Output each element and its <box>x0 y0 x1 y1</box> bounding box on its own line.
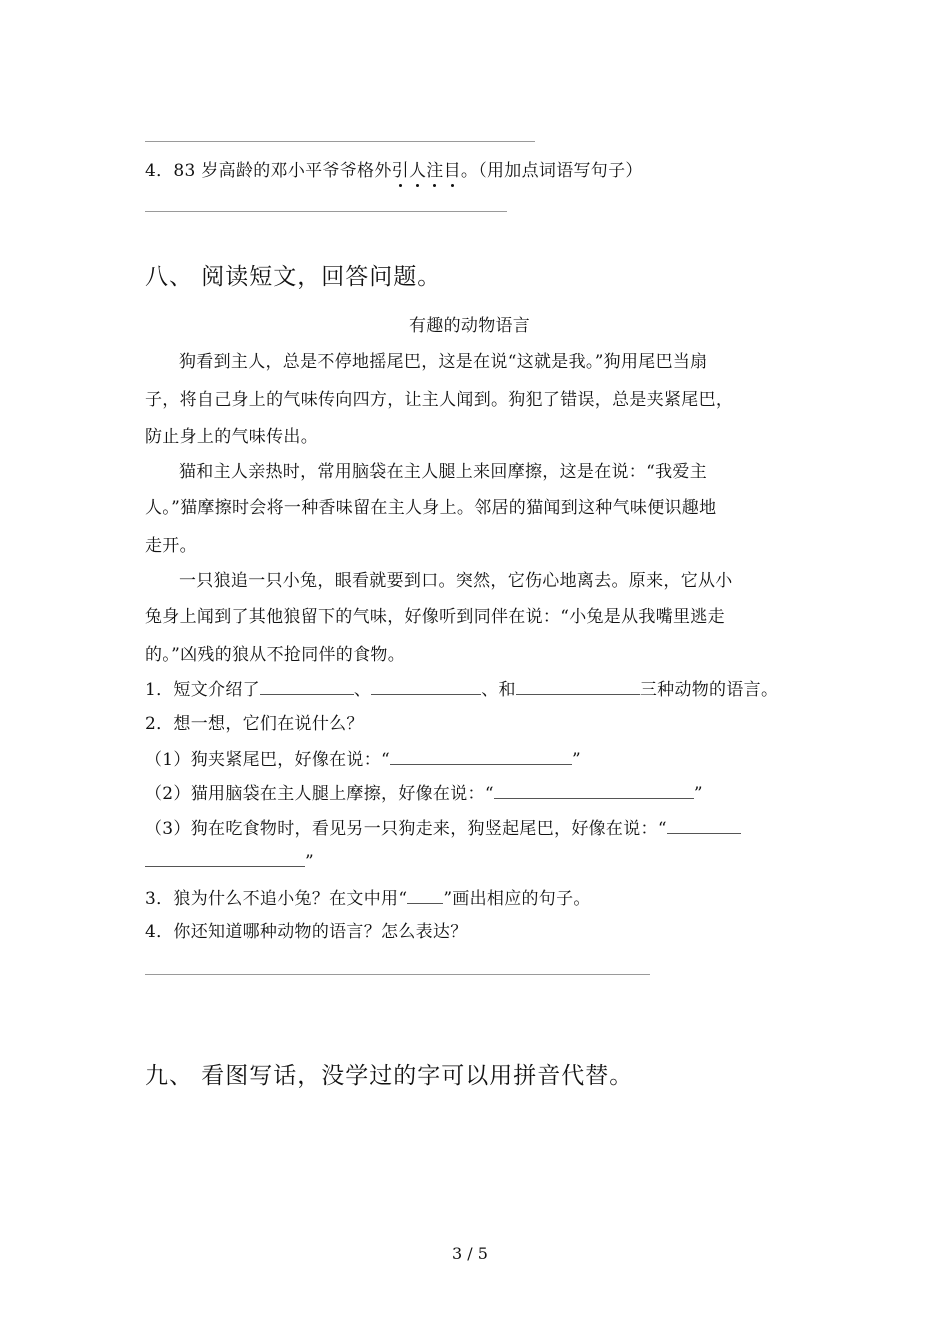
dotted-char: 注 <box>426 161 444 181</box>
answer-line[interactable] <box>145 211 507 212</box>
question-4-dotted-words <box>145 160 643 182</box>
question-text: 1．短文介绍了 <box>145 680 260 700</box>
passage-line: 人。”猫摩擦时会将一种香味留在主人身上。邻居的猫闻到这种气味便识趣地 <box>145 498 717 518</box>
passage-line: 防止身上的气味传出。 <box>145 427 318 447</box>
question-3 <box>145 887 591 910</box>
answer-blank[interactable] <box>390 748 572 765</box>
dotted-char: 引 <box>391 161 409 181</box>
question-2-3-continued <box>145 850 314 873</box>
quote-close: ” <box>305 852 314 872</box>
answer-line[interactable] <box>145 974 650 975</box>
question-2-2 <box>145 782 703 805</box>
question-2-1 <box>145 748 581 771</box>
passage-line: 的。”凶残的狼从不抢同伴的食物。 <box>145 645 405 665</box>
answer-blank[interactable] <box>667 817 741 834</box>
passage-line: 兔身上闻到了其他狼留下的气味，好像听到同伴在说：“小兔是从我嘴里逃走 <box>145 607 725 627</box>
passage-line: 一只狼追一只小兔，眼看就要到口。突然，它伤心地离去。原来，它从小 <box>179 571 733 591</box>
question-text: 三种动物的语言。 <box>639 680 779 700</box>
question-text: （3）狗在吃食物时，看见另一只狗走来，狗竖起尾巴，好像在说：“ <box>145 819 667 839</box>
answer-blank[interactable] <box>145 850 305 867</box>
page-number: 3 / 5 <box>452 1244 488 1263</box>
answer-blank[interactable] <box>260 678 354 695</box>
question-1 <box>145 678 778 701</box>
question-text: （2）猫用脑袋在主人腿上摩擦，好像在说：“ <box>145 784 494 804</box>
question-2-3 <box>145 817 741 840</box>
passage-title: 有趣的动物语言 <box>409 316 531 336</box>
separator: 、和 <box>481 680 516 700</box>
section-8-heading: 八、 阅读短文，回答问题。 <box>145 264 442 290</box>
question-instruction: 。（用加点词语写句子） <box>460 161 643 181</box>
question-text: 3．狼为什么不追小兔？在文中用“ <box>145 889 408 909</box>
question-text: 4．83 岁高龄的邓小平爷爷格外 <box>145 161 392 181</box>
quote-close: ” <box>693 784 703 804</box>
answer-blank[interactable] <box>516 678 640 695</box>
section-9-heading: 九、 看图写话，没学过的字可以用拼音代替。 <box>145 1063 634 1089</box>
separator: 、 <box>353 680 372 700</box>
answer-blank[interactable] <box>371 678 481 695</box>
question-text: ”画出相应的句子。 <box>443 889 591 909</box>
quote-close: ” <box>572 750 582 770</box>
passage-line: 走开。 <box>145 536 197 556</box>
answer-line[interactable] <box>145 141 535 142</box>
passage-line: 狗看到主人，总是不停地摇尾巴，这是在说“这就是我。”狗用尾巴当扇 <box>179 352 708 372</box>
dotted-char: 目 <box>443 161 461 181</box>
mark-symbol-blank <box>407 887 443 904</box>
question-4: 4．你还知道哪种动物的语言？怎么表达？ <box>145 922 468 942</box>
passage-line: 猫和主人亲热时，常用脑袋在主人腿上来回摩擦，这是在说：“我爱主 <box>179 462 707 482</box>
passage-line: 子，将自己身上的气味传向四方，让主人闻到。狗犯了错误，总是夹紧尾巴， <box>145 390 734 410</box>
question-2: 2．想一想，它们在说什么？ <box>145 714 364 734</box>
answer-blank[interactable] <box>494 782 694 799</box>
question-text: （1）狗夹紧尾巴，好像在说：“ <box>145 750 391 770</box>
dotted-char: 人 <box>408 161 427 181</box>
